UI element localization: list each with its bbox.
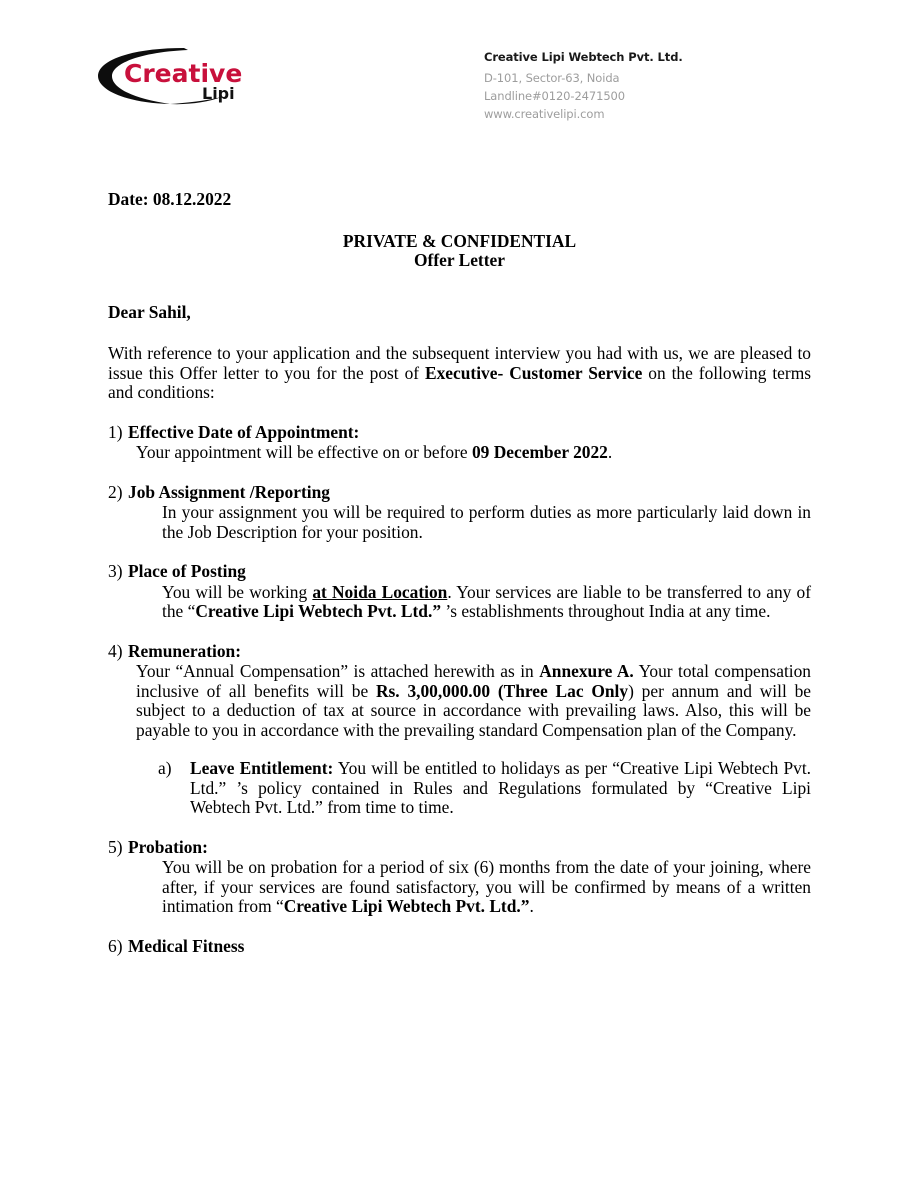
title-confidential: PRIVATE & CONFIDENTIAL	[342, 230, 577, 251]
section-3-location: at Noida Location	[312, 581, 448, 602]
sub-item-marker: a)	[158, 758, 172, 778]
section-5-company: Creative Lipi Webtech Pvt. Ltd.”	[283, 896, 530, 916]
section-4-number: 4)	[108, 640, 123, 661]
intro-paragraph	[108, 344, 811, 403]
section-1-text-2: .	[607, 442, 613, 462]
section-2-body: In your assignment you will be required to perform duties as more particularly laid down in the Job Description for your position.	[162, 502, 811, 542]
section-4-text-1: Your “Annual Compensation” is attached herewith as in	[136, 661, 540, 681]
section-2-number: 2)	[108, 481, 123, 502]
company-logo	[92, 44, 282, 108]
logo-word-lipi: Lipi	[202, 84, 235, 103]
section-1-date: 09 December 2022	[471, 442, 608, 462]
section-2-title: Job Assignment /Reporting	[128, 481, 330, 502]
intro-text-1: With reference to your application and the subsequent interview you had with us, we are pleased to issue this Offer letter to you for the post of	[108, 343, 811, 383]
section-6-heading	[108, 937, 811, 957]
section-4-text-3: ) per annum and will be subject to a deduction of tax at source in accordance with prevailing laws. Also, this will be payable to you in accordance with the prevailing standard Compensation plan of the Company.	[136, 680, 811, 740]
creative-lipi-logo-icon	[92, 44, 282, 108]
section-1-title: Effective Date of Appointment:	[128, 421, 360, 442]
section-5-heading	[108, 838, 811, 858]
section-6-number: 6)	[108, 935, 123, 956]
title-offer-letter: Offer Letter	[414, 250, 505, 270]
section-3-text-1: You will be working	[162, 581, 313, 602]
section-1-body	[136, 443, 811, 463]
contact-website: www.creativelipi.com	[484, 107, 605, 121]
letter-body	[108, 190, 811, 956]
section-place-of-posting	[108, 562, 811, 622]
section-3-body	[162, 583, 811, 622]
section-remuneration	[108, 642, 811, 818]
section-probation	[108, 838, 811, 917]
section-6-title: Medical Fitness	[128, 935, 245, 956]
contact-landline: Landline#0120-2471500	[484, 89, 625, 103]
section-1-text-1: Your appointment will be effective on or before	[136, 442, 472, 462]
contact-address: D-101, Sector-63, Noida	[484, 71, 620, 85]
section-1-heading	[108, 423, 811, 443]
section-4-title: Remuneration:	[128, 640, 242, 661]
section-3-heading	[108, 562, 811, 582]
section-5-title: Probation:	[128, 836, 208, 857]
logo-word-creative: Creative	[124, 59, 243, 88]
section-3-text-3: ’s establishments throughout India at any time.	[441, 601, 771, 621]
sub-item-leave-entitlement	[158, 759, 811, 818]
section-3-title: Place of Posting	[128, 561, 246, 581]
intro-position: Executive- Customer Service	[425, 362, 643, 383]
section-4-amount: Rs. 3,00,000.00 (Three Lac Only	[375, 680, 629, 701]
document-title	[108, 232, 811, 271]
section-3-number: 3)	[108, 561, 123, 581]
section-3-text-2: . Your services are liable to be transferred to any of the “	[162, 581, 811, 621]
section-4-text-2: Your total compensation inclusive of all benefits will be	[136, 661, 811, 701]
letterhead	[0, 0, 918, 150]
section-effective-date	[108, 423, 811, 463]
sub-item-text: You will be entitled to holidays as per “Creative Lipi Webtech Pvt. Ltd.” ’s policy contained in Rules and Regulations formulated by “Creative Lipi Webtech Pvt. Ltd.” from time to time.	[190, 758, 811, 817]
section-3-company: Creative Lipi Webtech Pvt. Ltd.”	[195, 601, 442, 621]
section-1-number: 1)	[108, 421, 123, 442]
salutation: Dear Sahil,	[108, 301, 191, 322]
section-4-annexure: Annexure A.	[539, 661, 634, 681]
section-5-text-1: You will be on probation for a period of six (6) months from the date of your joining, where after, if your services are found satisfactory, you will be confirmed by means of a written intimation from “	[162, 857, 811, 916]
company-contact-block	[484, 50, 824, 123]
section-2-heading	[108, 483, 811, 503]
section-job-assignment	[108, 483, 811, 543]
section-4-heading	[108, 642, 811, 662]
section-5-number: 5)	[108, 836, 123, 857]
contact-company-name: Creative Lipi Webtech Pvt. Ltd.	[484, 50, 683, 64]
section-medical-fitness	[108, 937, 811, 957]
section-4-body	[136, 662, 811, 740]
letter-date: Date: 08.12.2022	[108, 189, 232, 209]
sub-item-label: Leave Entitlement:	[190, 758, 334, 778]
section-5-text-2: .	[529, 896, 534, 916]
section-5-body	[162, 858, 811, 917]
intro-text-2: on the following terms and conditions:	[108, 362, 811, 402]
